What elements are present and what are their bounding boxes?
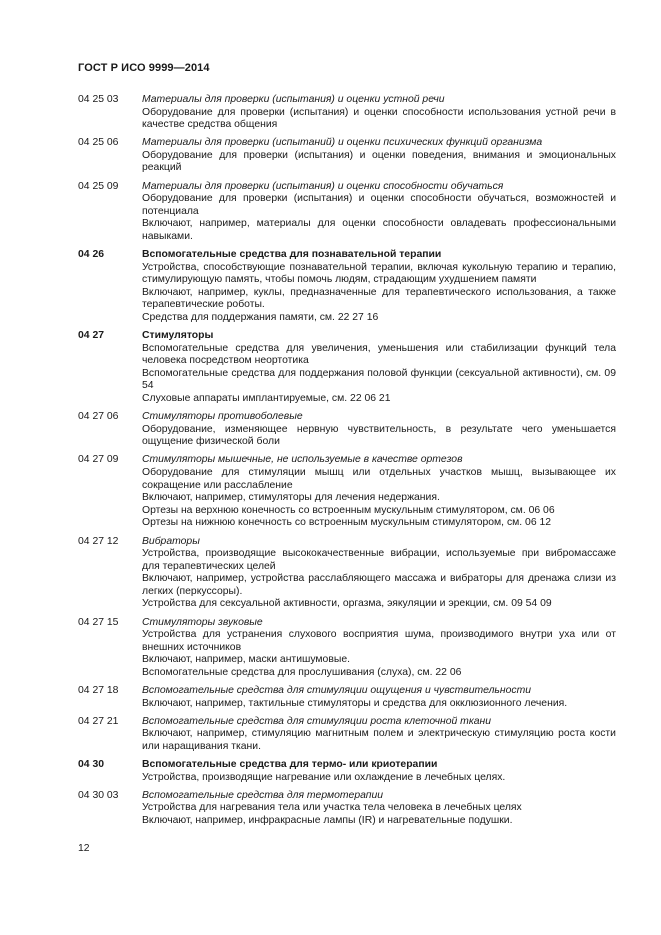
classification-entry xyxy=(78,181,616,244)
entry-body xyxy=(142,716,616,754)
entry-description-line: Устройства для сексуальной активности, оргазма, эякуляции и эрекции, см. 09 54 09 xyxy=(142,598,552,610)
classification-entry xyxy=(78,716,616,754)
entry-title: Вспомогательные средства для термо- или криотерапии xyxy=(142,759,438,770)
entry-description-line: Включают, например, стимуляторы для лечения недержания. xyxy=(142,492,440,504)
entry-description-line: Оборудование, изменяющее нервную чувствительность, в результате чего уменьшается ощущение физической боли xyxy=(142,423,616,448)
classification-entry xyxy=(78,759,616,784)
entry-description-line: Устройства для устранения слухового восприятия шума, производимого внутри уха или от внешних источников xyxy=(142,629,616,653)
entry-code: 04 25 03 xyxy=(78,94,119,105)
entry-description-line: Включают, например, материалы для оценки способности овладевать профессиональными навыками. xyxy=(142,218,616,242)
entry-code: 04 25 09 xyxy=(78,180,119,192)
entry-title: Стимуляторы звуковые xyxy=(142,616,263,628)
entry-description-line: Оборудование для проверки (испытания) и оценки способности использования устной речи в качестве средства общения xyxy=(142,106,616,131)
entry-description-line: Вспомогательные средства для увеличения, уменьшения или стабилизации функций тела человека посредством неортотика xyxy=(142,342,616,367)
entry-code: 04 27 06 xyxy=(78,411,119,423)
classification-entry xyxy=(78,137,616,175)
entry-description-line: Оборудование для проверки (испытания) и оценки способности обучаться, возможностей и потенциала xyxy=(142,193,616,217)
entry-description-line: Устройства для нагревания тела или участка тела человека в лечебных целях xyxy=(142,802,522,814)
entry-title: Материалы для проверки (испытания) и оценки устной речи xyxy=(142,94,445,105)
classification-entry xyxy=(78,685,616,710)
entry-title: Вибраторы xyxy=(142,535,200,547)
entry-title: Вспомогательные средства для стимуляции ощущения и чувствительности xyxy=(142,685,532,697)
classification-entry xyxy=(78,536,616,612)
classification-entry xyxy=(78,790,616,828)
classification-entry xyxy=(78,454,616,530)
entry-description-line: Включают, например, инфракрасные лампы (IR) и нагревательные подушки. xyxy=(142,814,513,826)
entry-description-line: Включают, например, устройства расслабляющего массажа и вибраторы для дренажа слизи из легких (перкуссоры). xyxy=(142,573,616,597)
classification-entries xyxy=(78,94,616,833)
entry-code: 04 27 09 xyxy=(78,454,119,466)
entry-title: Стимуляторы мышечные, не используемые в качестве ортезов xyxy=(142,454,463,466)
entry-code: 04 27 18 xyxy=(78,685,119,697)
entry-description-line: Ортезы на верхнюю конечность со встроенным мускульным стимулятором, см. 06 06 xyxy=(142,504,555,516)
classification-entry xyxy=(78,411,616,449)
page-number: 12 xyxy=(78,843,90,854)
entry-description-line: Оборудование для стимуляции мышц или отдельных участков мышц, вызывающее их сокращение или расслабление xyxy=(142,467,616,491)
entry-code: 04 27 12 xyxy=(78,535,119,547)
entry-code: 04 30 xyxy=(78,759,105,770)
classification-entry xyxy=(78,94,616,132)
entry-body xyxy=(142,759,616,784)
entry-body xyxy=(142,536,616,612)
entry-title: Вспомогательные средства для познавательной терапии xyxy=(142,249,442,261)
entry-code: 04 27 21 xyxy=(78,715,119,727)
entry-body xyxy=(142,137,616,175)
entry-description-line: Включают, например, стимуляцию магнитным полем и электрическую стимуляцию роста кости или наращивания ткани. xyxy=(142,728,616,752)
entry-title: Вспомогательные средства для термотерапии xyxy=(142,789,384,801)
entry-code: 04 30 03 xyxy=(78,789,119,801)
entry-title: Материалы для проверки (испытания) и оценки способности обучаться xyxy=(142,180,504,192)
classification-entry xyxy=(78,249,616,325)
entry-description-line: Включают, например, маски антишумовые. xyxy=(142,654,350,666)
entry-body xyxy=(142,181,616,244)
entry-description-line: Оборудование для проверки (испытания) и оценки поведения, внимания и эмоциональных реакций xyxy=(142,149,616,174)
entry-body xyxy=(142,411,616,449)
entry-body xyxy=(142,454,616,530)
entry-body xyxy=(142,94,616,132)
entry-description-line: Включают, например, тактильные стимуляторы и средства для окклюзионного лечения. xyxy=(142,697,568,709)
entry-body xyxy=(142,617,616,680)
entry-code: 04 26 xyxy=(78,249,105,261)
entry-description-line: Устройства, производящие высококачественные вибрации, используемые при вибромассаже для терапевтических целей xyxy=(142,548,616,572)
entry-code: 04 27 15 xyxy=(78,616,119,628)
entry-description-line: Устройства, способствующие познавательной терапии, включая кукольную терапию и терапию, стимулирующую память, чтобы помочь людям, страдающим ухудшением памяти xyxy=(142,261,616,286)
entry-title: Стимуляторы xyxy=(142,330,214,342)
entry-title: Вспомогательные средства для стимуляции роста клеточной ткани xyxy=(142,715,492,727)
entry-body xyxy=(142,685,616,710)
classification-entry xyxy=(78,617,616,680)
entry-title: Стимуляторы противоболевые xyxy=(142,411,303,423)
entry-body xyxy=(142,790,616,828)
entry-code: 04 27 xyxy=(78,330,105,342)
entry-body xyxy=(142,330,616,406)
entry-description-line: Средства для поддержания памяти, см. 22 27 16 xyxy=(142,312,379,323)
classification-entry xyxy=(78,330,616,406)
entry-description-line: Слуховые аппараты имплантируемые, см. 22 06 21 xyxy=(142,393,391,405)
page-header: ГОСТ Р ИСО 9999—2014 xyxy=(78,62,210,74)
entry-title: Материалы для проверки (испытаний) и оценки психических функций организма xyxy=(142,137,543,149)
entry-description-line: Вспомогательные средства для поддержания половой функции (сексуальной активности), см. 09 54 xyxy=(142,367,616,392)
entry-description-line: Включают, например, куклы, предназначенные для терапевтического использования, а также терапевтические роботы. xyxy=(142,286,616,311)
entry-description-line: Устройства, производящие нагревание или охлаждение в лечебных целях. xyxy=(142,771,506,783)
entry-code: 04 25 06 xyxy=(78,137,119,149)
entry-description-line: Ортезы на нижнюю конечность со встроенным мускульным стимулятором, см. 06 12 xyxy=(142,517,552,529)
entry-body xyxy=(142,249,616,325)
entry-description-line: Вспомогательные средства для прослушивания (слуха), см. 22 06 xyxy=(142,666,462,678)
